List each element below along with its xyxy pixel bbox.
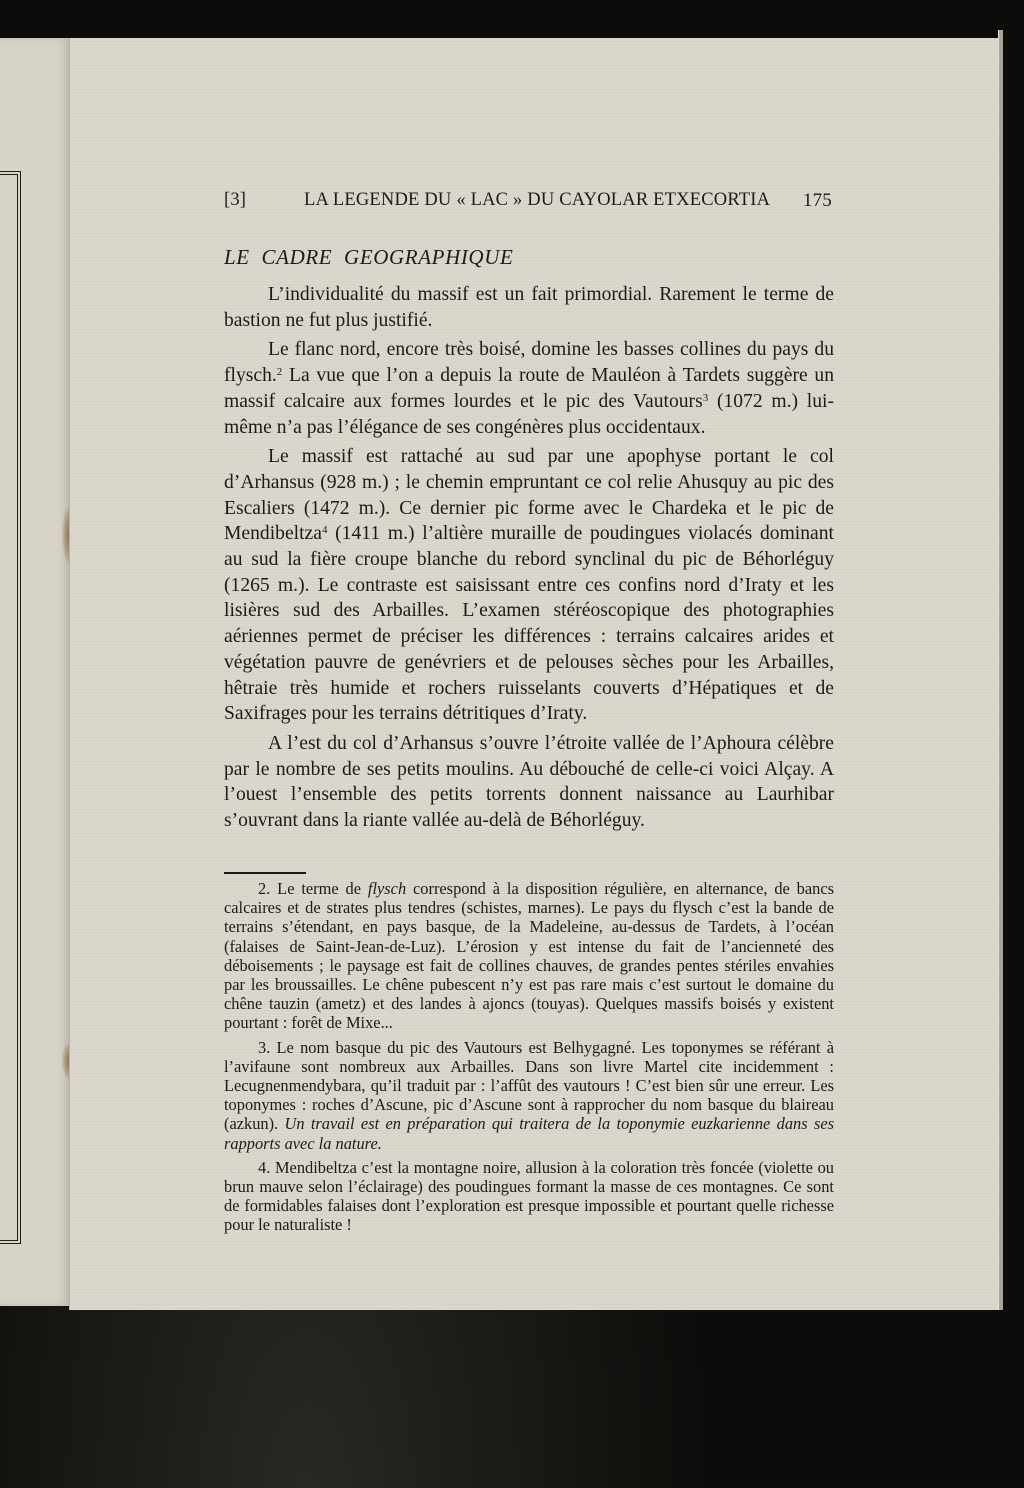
footnote-text: Le terme de — [270, 879, 368, 898]
paragraph-text: Le flanc nord, encore très boisé, domine les basses collines du pays du flysch. — [224, 339, 834, 387]
footnote-number: 4. — [258, 1157, 271, 1177]
page-fore-edge — [998, 30, 1003, 1310]
body-text — [224, 282, 834, 838]
facing-page-border-frame — [0, 174, 18, 1241]
footnote-text: Le nom basque du pic des Vautours est Belhygagné. Les toponymes se référant à l’avifaune sont nombreux aux Arbailles. Dans son livre Martel cite incidemment : Lecugnenmendybara, qu’il traduit par : l’affût des vautours ! C’est bien sûr une erreur. Les toponymes : roches d’Ascune, pic d’Ascune sont à rapprocher du nom basque du blaireau (azkun). — [224, 1037, 834, 1134]
footnote-ref: 3 — [702, 391, 709, 404]
section-heading: LE CADRE GEOGRAPHIQUE — [224, 245, 514, 269]
running-head — [224, 190, 834, 214]
footnote-italic-term: flysch — [367, 879, 407, 898]
footnote-number: 3. — [258, 1037, 271, 1057]
facing-page-edge — [0, 38, 71, 1306]
footnote-text: correspond à la disposition régulière, en alternance, de bancs calcaires et de strates plus tendres (schistes, marnes). Le pays du flysch c’est la bande de terrains s’étendant, en pays basque, de la Madeleine, au-dessus de Tardets, à l’océan (falaises de Saint-Jean-de-Luz). L’érosion y est intense du fait de l’ancienneté des déboisements ; le paysage est fait de collines chauves, de grandes pentes stériles envahies par les broussailles. Le chêne pubescent n’y est pas rare mais c’est surtout le domaine du chêne tauzin (ametz) et des landes à ajoncs (touyas). Quelques massifs boisés y existent pourtant : forêt de Mixe... — [224, 879, 834, 1033]
section-number: [3] — [224, 190, 247, 210]
paragraph — [224, 282, 834, 333]
paragraph-text: (1072 m.) lui-même n’a pas l’élégance de ses congénères plus occidentaux. — [224, 390, 834, 438]
paragraph — [224, 337, 834, 440]
footnote-text: Mendibeltza c’est la montagne noire, allusion à la coloration très foncée (violette ou brun mauve selon l’éclairage) des poudingues formant la masse de ces montagnes. Ce sont de formidables falaises dont l’exploration est presque impossible et pourtant quelle richesse pour le naturaliste ! — [224, 1157, 834, 1235]
paragraph-text: A l’est du col d’Arhansus s’ouvre l’étroite vallée de l’Aphoura célèbre par le nombre de ses petits moulins. Au débouché de celle-ci voici Alçay. A l’ouest l’ensemble des petits torrents donnent naissance au Laurhibar s’ouvrant dans la riante vallée au-delà de Béhorléguy. — [224, 732, 834, 832]
paragraph — [224, 444, 834, 727]
footnote-ref: 4 — [321, 524, 328, 537]
footnotes — [224, 879, 834, 1240]
paragraph-text: Le massif est rattaché au sud par une apophyse portant le col d’Arhansus (928 m.) ; le chemin empruntant ce col relie Ahusquy au pic des Escaliers (1472 m.). Ce dernier pic forme avec le Chardeka et le pic de Mendibeltza — [224, 446, 834, 545]
footnote-separator — [224, 872, 306, 874]
footnote — [224, 1038, 834, 1153]
footnote — [224, 1158, 834, 1235]
page-number: 175 — [802, 190, 832, 211]
paragraph-text: (1411 m.) l’altière muraille de poudingues violacés dominant au sud la fière croupe blanche du rebord synclinal du pic de Béhorléguy (1265 m.). Le contraste est saisissant entre ces confins nord d’Iraty et les lisières sud des Arbailles. L’examen stéréoscopique des photographies aériennes permet de préciser les différences : terrains calcaires arides et végétation pauvre de genévriers et de pelouses sèches pour les Arbailles, hêtraie très humide et rochers ruisselants couverts d’Hépatiques et de Saxifrages pour les terrains détritiques d’Iraty. — [224, 523, 834, 725]
paragraph-text: La vue que l’on a depuis la route de Mauléon à Tardets suggère un massif calcaire aux formes lourdes et le pic des Vautours — [224, 365, 834, 412]
paragraph-text: L’individualité du massif est un fait primordial. Rarement le terme de bastion ne fut plus justifié. — [224, 284, 834, 331]
footnote-italic-text: Un travail est en préparation qui traitera de la toponymie euzkarienne dans ses rapports avec la nature. — [224, 1114, 834, 1153]
paragraph — [224, 731, 834, 834]
running-title: LA LEGENDE DU « LAC » DU CAYOLAR ETXECORTIA — [304, 190, 771, 210]
footnote-ref: 2 — [276, 366, 283, 379]
footnote-number: 2. — [258, 879, 271, 898]
footnote — [224, 879, 834, 1033]
